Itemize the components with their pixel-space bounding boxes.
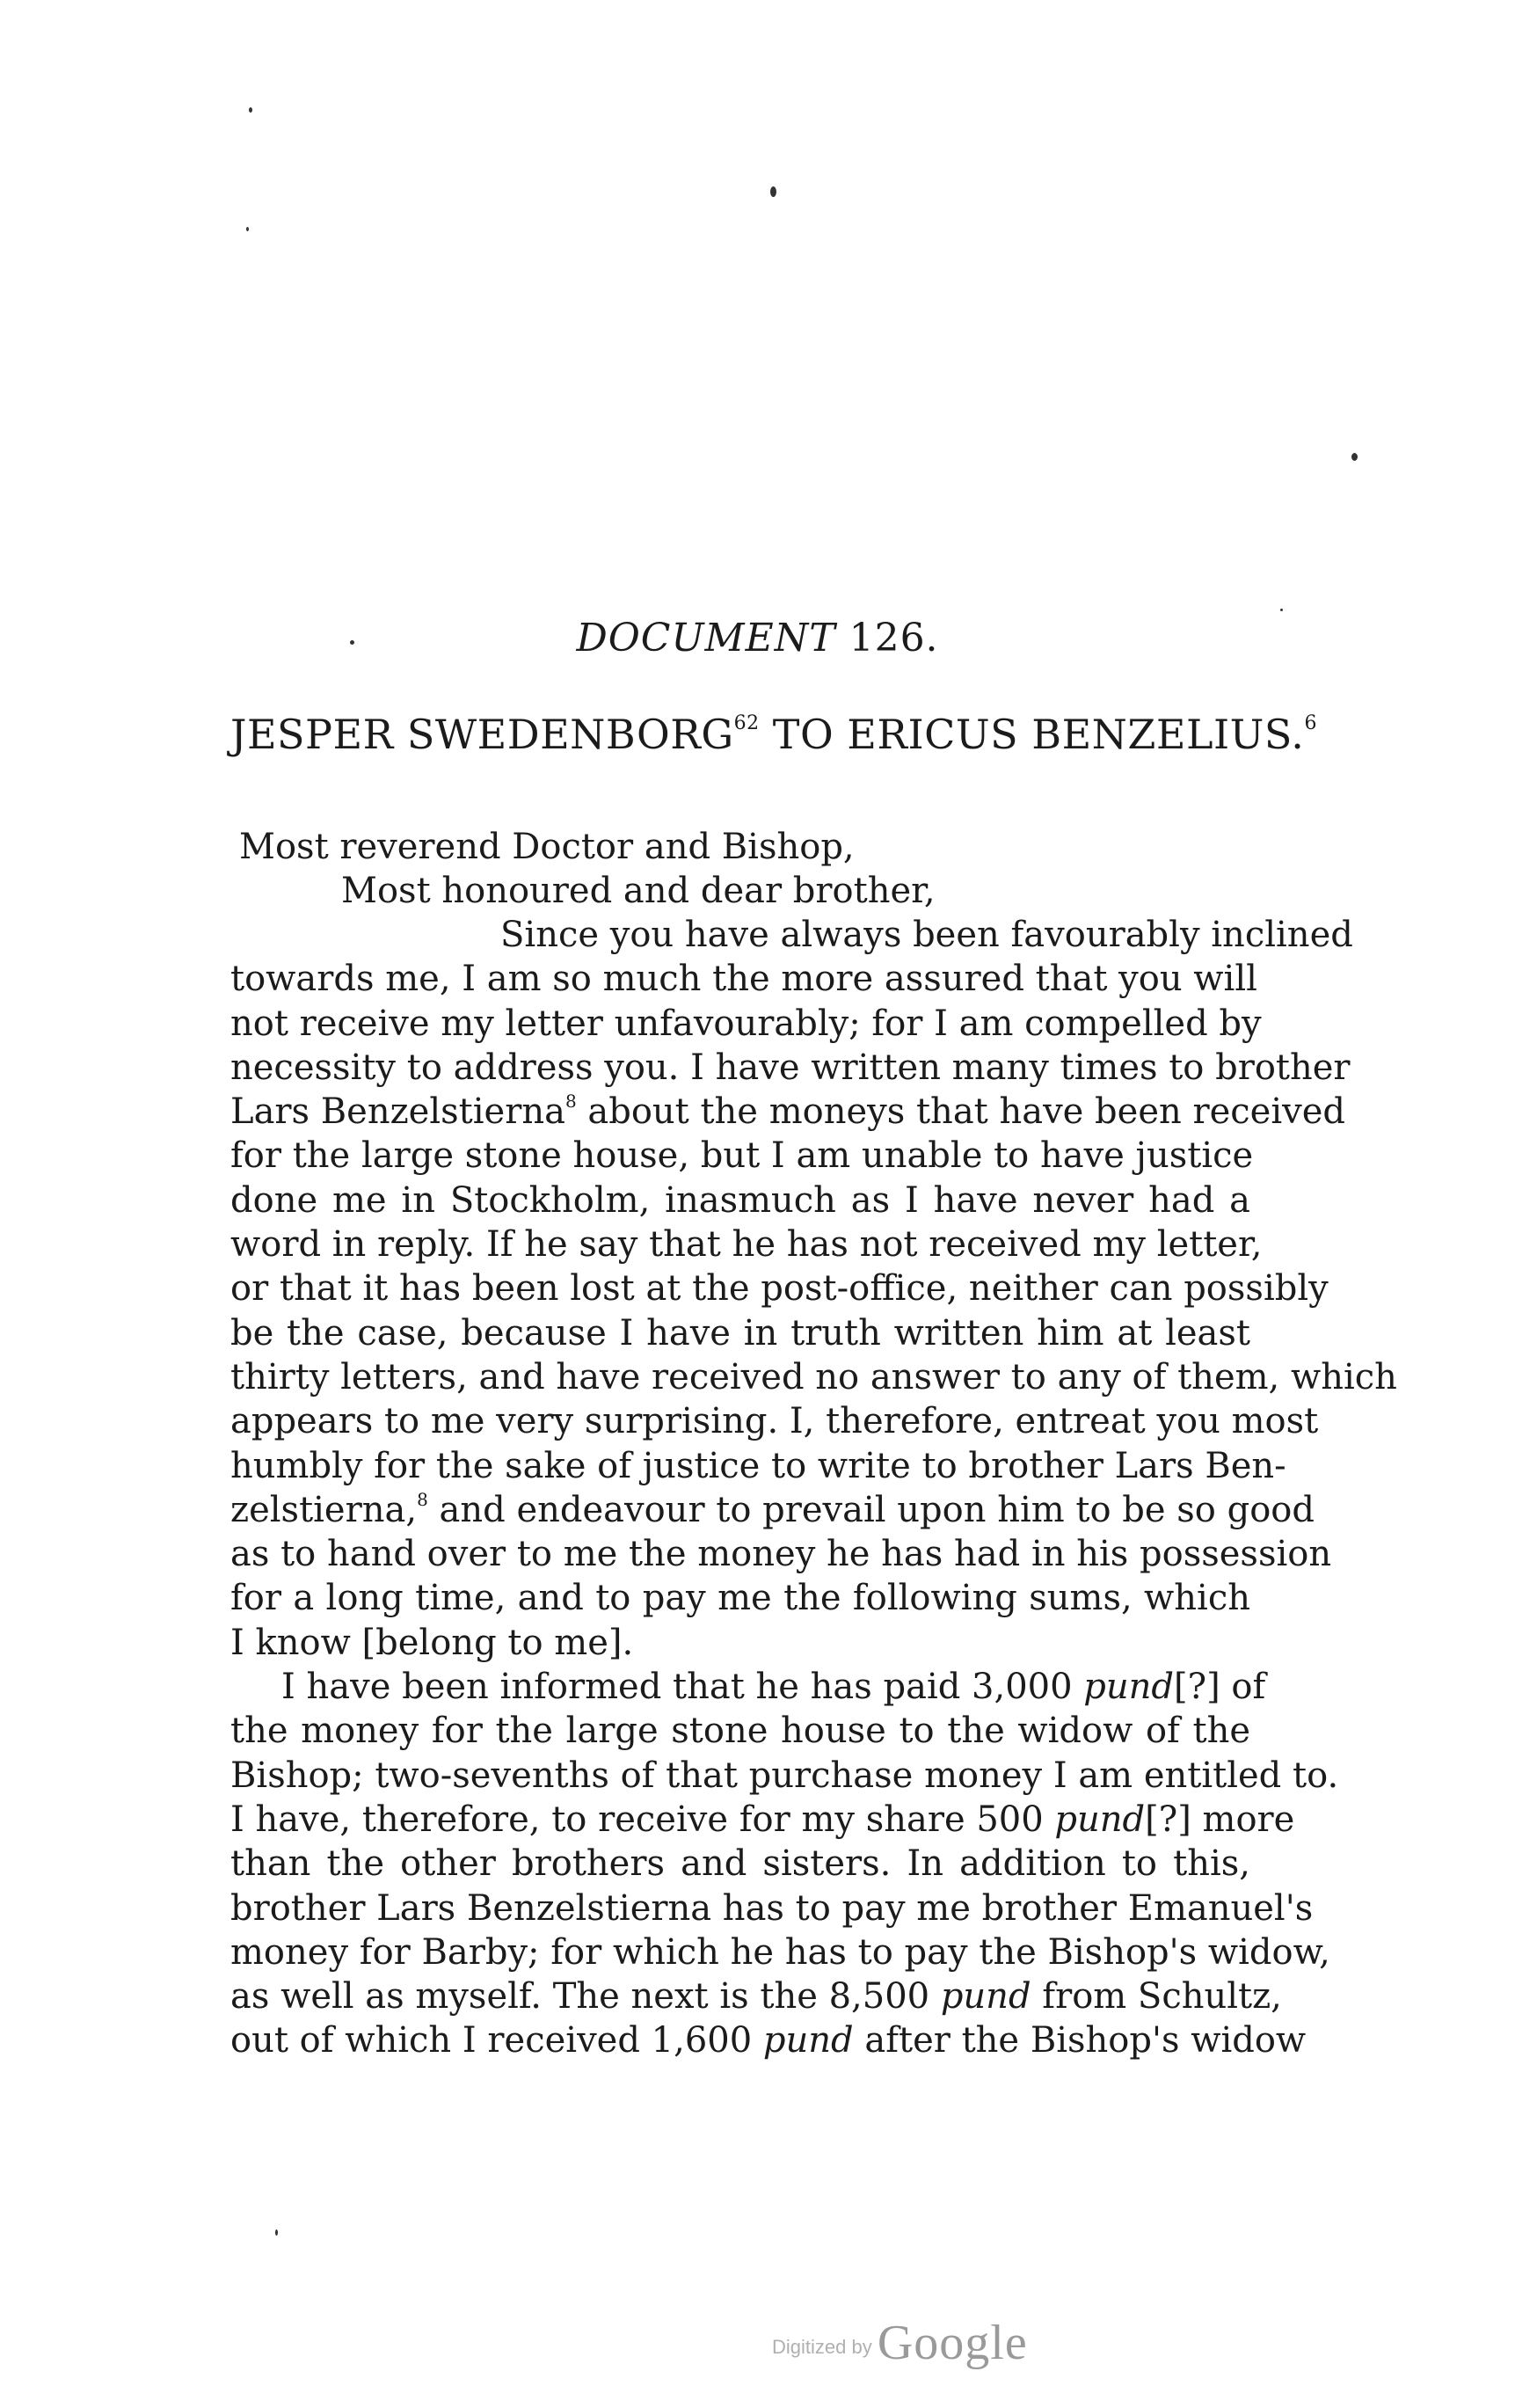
body-line: be the case, because I have in truth written him at least [230, 1312, 1250, 1354]
body-line: Bishop; two-sevenths of that purchase money I am entitled to. [230, 1755, 1339, 1796]
body-line: towards me, I am so much the more assured that you will [230, 959, 1257, 1000]
body-line: done me in Stockholm, inasmuch as I have never had a [230, 1179, 1250, 1221]
body-line: I have been informed that he has paid 3,000 pund[?] of [281, 1667, 1266, 1708]
document-heading-label: DOCUMENT [576, 616, 836, 660]
document-number: 126. [849, 616, 939, 660]
digitized-by-watermark [772, 2315, 1028, 2371]
scan-speck [1280, 609, 1283, 611]
body-line: appears to me very surprising. I, therefore, entreat you most [230, 1401, 1319, 1442]
footnote-ref: 62 [733, 712, 760, 734]
body-line: brother Lars Benzelstierna has to pay me brother Emanuel's [230, 1887, 1314, 1929]
body-line: for the large stone house, but I am unable to have justice [230, 1135, 1254, 1177]
scan-speck [1351, 453, 1358, 461]
document-heading [0, 616, 1515, 660]
scan-speck [275, 2229, 278, 2236]
body-line: humbly for the sake of justice to write to brother Lars Ben- [230, 1445, 1286, 1486]
salutation-line-1: Most reverend Doctor and Bishop, [239, 827, 855, 867]
body-line: word in reply. If he say that he has not received my letter, [230, 1224, 1263, 1266]
body-line: Lars Benzelstierna$^8$ about the moneys that have been received [230, 1091, 1346, 1133]
scan-speck [249, 107, 252, 113]
body-line: out of which I received 1,600 pund after the Bishop's widow [230, 2020, 1307, 2061]
body-line: I have, therefore, to receive for my share 500 pund[?] more [230, 1799, 1295, 1840]
scan-speck [246, 227, 249, 231]
footnote-ref: 8 [417, 1488, 428, 1510]
body-line: zelstierna,$^8$ and endeavour to prevail upon him to be so good [230, 1488, 1315, 1530]
scan-speck [770, 186, 776, 197]
body-line: than the other brothers and sisters. In addition to this, [230, 1843, 1250, 1885]
google-logo: Google [877, 2316, 1028, 2370]
footnote-ref: 6 [1304, 712, 1317, 734]
body-line: money for Barby; for which he has to pay the Bishop's widow, [230, 1931, 1330, 1973]
body-line: thirty letters, and have received no answer to any of them, which [230, 1356, 1397, 1397]
body-line: as to hand over to me the money he has had in his possession [230, 1534, 1332, 1575]
digitized-label: Digitized by [772, 2336, 872, 2358]
body-line: not receive my letter unfavourably; for I am compelled by [230, 1003, 1262, 1044]
body-line: the money for the large stone house to the widow of the [230, 1711, 1250, 1752]
body-line: or that it has been lost at the post-office, neither can possibly [230, 1268, 1329, 1310]
body-line: I know [belong to me]. [230, 1622, 634, 1663]
letter-body [230, 913, 1397, 2063]
body-line: as well as myself. The next is the 8,500 pund from Schultz, [230, 1976, 1282, 2018]
footnote-ref: 8 [564, 1091, 577, 1113]
body-line: for a long time, and to pay me the following sums, which [230, 1578, 1250, 1619]
body-line: Since you have always been favourably inclined [500, 915, 1353, 955]
body-line: necessity to address you. I have written many times to brother [230, 1047, 1351, 1088]
salutation-line-2: Most honoured and dear brother, [341, 871, 936, 911]
letter-title: JESPER SWEDENBORG$^{62}$ TO ERICUS BENZELIUS.$^6$ [230, 711, 1317, 758]
